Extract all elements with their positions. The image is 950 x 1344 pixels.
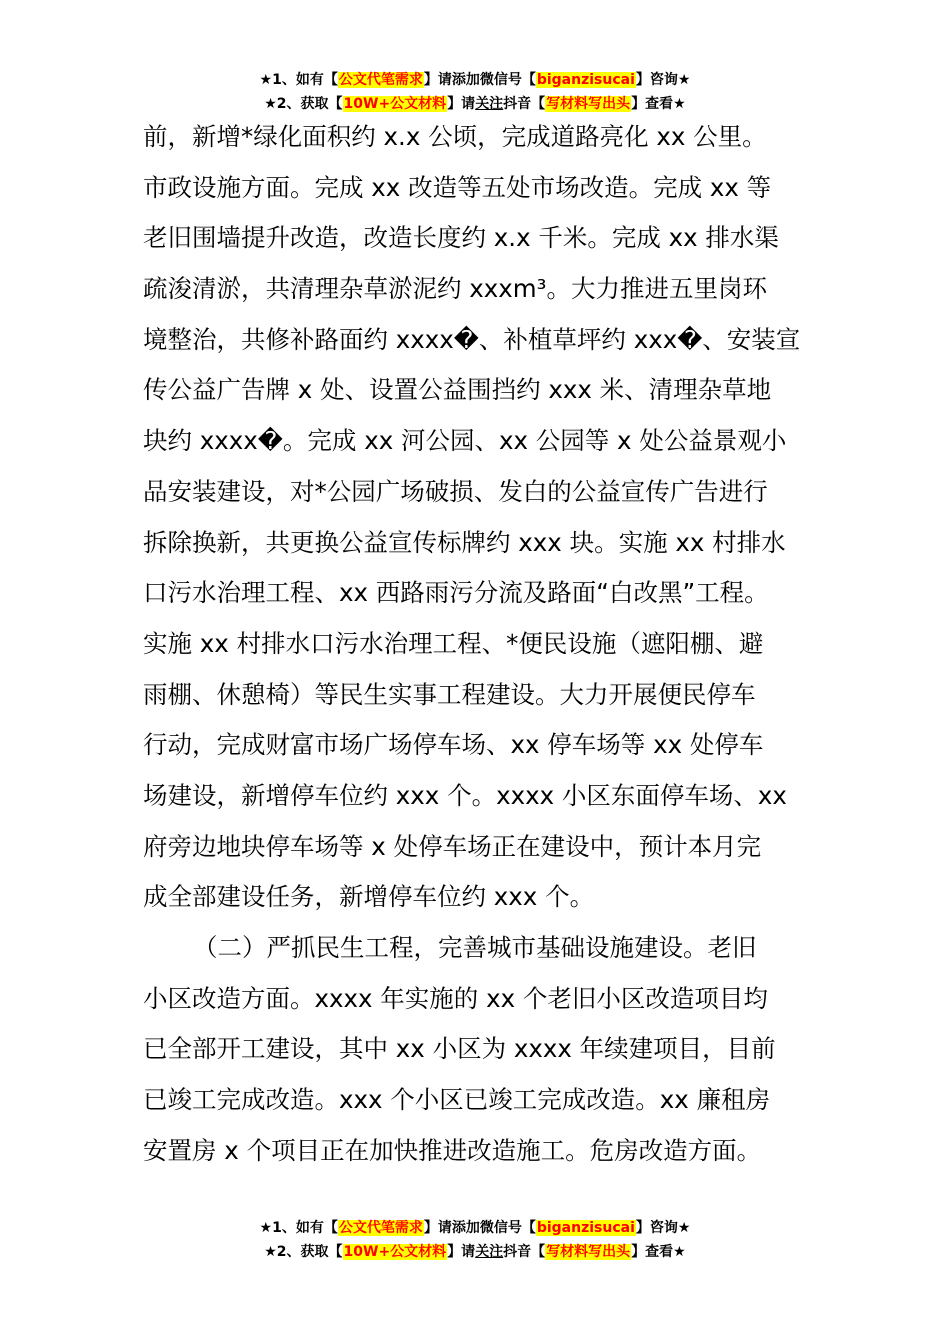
- banner-text: 抖音【: [503, 1244, 546, 1260]
- banner-text: 】查看★: [631, 96, 686, 112]
- banner-highlight: 写材料写出头: [546, 1244, 631, 1260]
- banner-text: ★2、获取【: [264, 96, 343, 112]
- banner-text: 微信号【: [479, 72, 536, 88]
- body-line: 疏浚清淤，共清理杂草淤泥约 xxxm³。大力推进五里岗环: [143, 274, 767, 304]
- body-line: 块约 xxxx�。完成 xx 河公园、xx 公园等 x 处公益景观小: [143, 426, 787, 456]
- banner-text: 】咨询★: [635, 1220, 691, 1236]
- body-line: 行动，完成财富市场广场停车场、xx 停车场等 xx 处停车: [143, 730, 764, 760]
- banner-line-1: [0, 68, 950, 92]
- body-line: 前，新增*绿化面积约 x.x 公顷，完成道路亮化 xx 公里。: [143, 122, 767, 151]
- banner-text: 】咨询★: [635, 72, 691, 88]
- banner-text: 微信号【: [479, 1220, 536, 1236]
- banner-highlight: 写材料写出头: [546, 96, 631, 112]
- banner-text: 】请添: [423, 72, 466, 88]
- body-line: 已竣工完成改造。xxx 个小区已竣工完成改造。xx 廉租房: [143, 1085, 771, 1115]
- banner-emphasis: 关注: [475, 1244, 504, 1260]
- body-line: 雨棚、休憩椅）等民生实事工程建设。大力开展便民停车: [143, 679, 756, 709]
- banner-text: 】请添: [423, 1220, 466, 1236]
- body-line: 境整治，共修补路面约 xxxx�、补植草坪约 xxx�、安装宣: [143, 324, 801, 354]
- body-line: 成全部建设任务，新增停车位约 xxx 个。: [143, 882, 595, 912]
- banner-line-2: [0, 1240, 950, 1264]
- banner-highlight: biganzisucai: [536, 72, 635, 88]
- banner-emphasis: 加: [465, 72, 480, 88]
- body-line: 品安装建设，对*公园广场破损、发白的公益宣传广告进行: [143, 476, 768, 506]
- banner-text: 抖音【: [503, 96, 546, 112]
- banner-emphasis: 关注: [475, 96, 504, 112]
- banner-highlight: 10W+公文材料: [343, 1244, 447, 1260]
- banner-text: ★2、获取【: [264, 1244, 343, 1260]
- banner-highlight: 公文代笔需求: [338, 1220, 423, 1236]
- banner-text: ★1、如有【: [259, 72, 338, 88]
- banner-highlight: 10W+公文材料: [343, 96, 447, 112]
- banner-text: 】请: [447, 96, 476, 112]
- document-body: [143, 112, 823, 1176]
- footer-banner: [0, 1216, 950, 1264]
- banner-text: 】请: [447, 1244, 476, 1260]
- body-line: 老旧围墙提升改造，改造长度约 x.x 千米。完成 xx 排水渠: [143, 223, 779, 253]
- body-line: 传公益广告牌 x 处、设置公益围挡约 xxx 米、清理杂草地: [143, 375, 772, 405]
- header-banner: [0, 68, 950, 116]
- banner-line-1: [0, 1216, 950, 1240]
- body-line: 市政设施方面。完成 xx 改造等五处市场改造。完成 xx 等: [143, 172, 772, 202]
- body-line: 安置房 x 个项目正在加快推进改造施工。危房改造方面。: [143, 1135, 762, 1165]
- banner-highlight: biganzisucai: [536, 1220, 635, 1236]
- body-line: 已全部开工建设，其中 xx 小区为 xxxx 年续建项目，目前: [143, 1034, 776, 1064]
- body-line: 小区改造方面。xxxx 年实施的 xx 个老旧小区改造项目均: [143, 983, 768, 1013]
- body-line: 府旁边地块停车场等 x 处停车场正在建设中，预计本月完: [143, 831, 762, 861]
- body-line: 场建设，新增停车位约 xxx 个。xxxx 小区东面停车场、xx: [143, 780, 787, 810]
- body-line: 口污水治理工程、xx 西路雨污分流及路面“白改黑”工程。: [143, 578, 769, 608]
- body-line: 实施 xx 村排水口污水治理工程、*便民设施（遮阳棚、避: [143, 628, 764, 658]
- body-line: （二）严抓民生工程，完善城市基础设施建设。老旧: [193, 933, 757, 962]
- banner-text: ★1、如有【: [259, 1220, 338, 1236]
- banner-emphasis: 加: [465, 1220, 480, 1236]
- body-line: 拆除换新，共更换公益宣传标牌约 xxx 块。实施 xx 村排水: [143, 527, 786, 557]
- banner-highlight: 公文代笔需求: [338, 72, 423, 88]
- banner-text: 】查看★: [631, 1244, 686, 1260]
